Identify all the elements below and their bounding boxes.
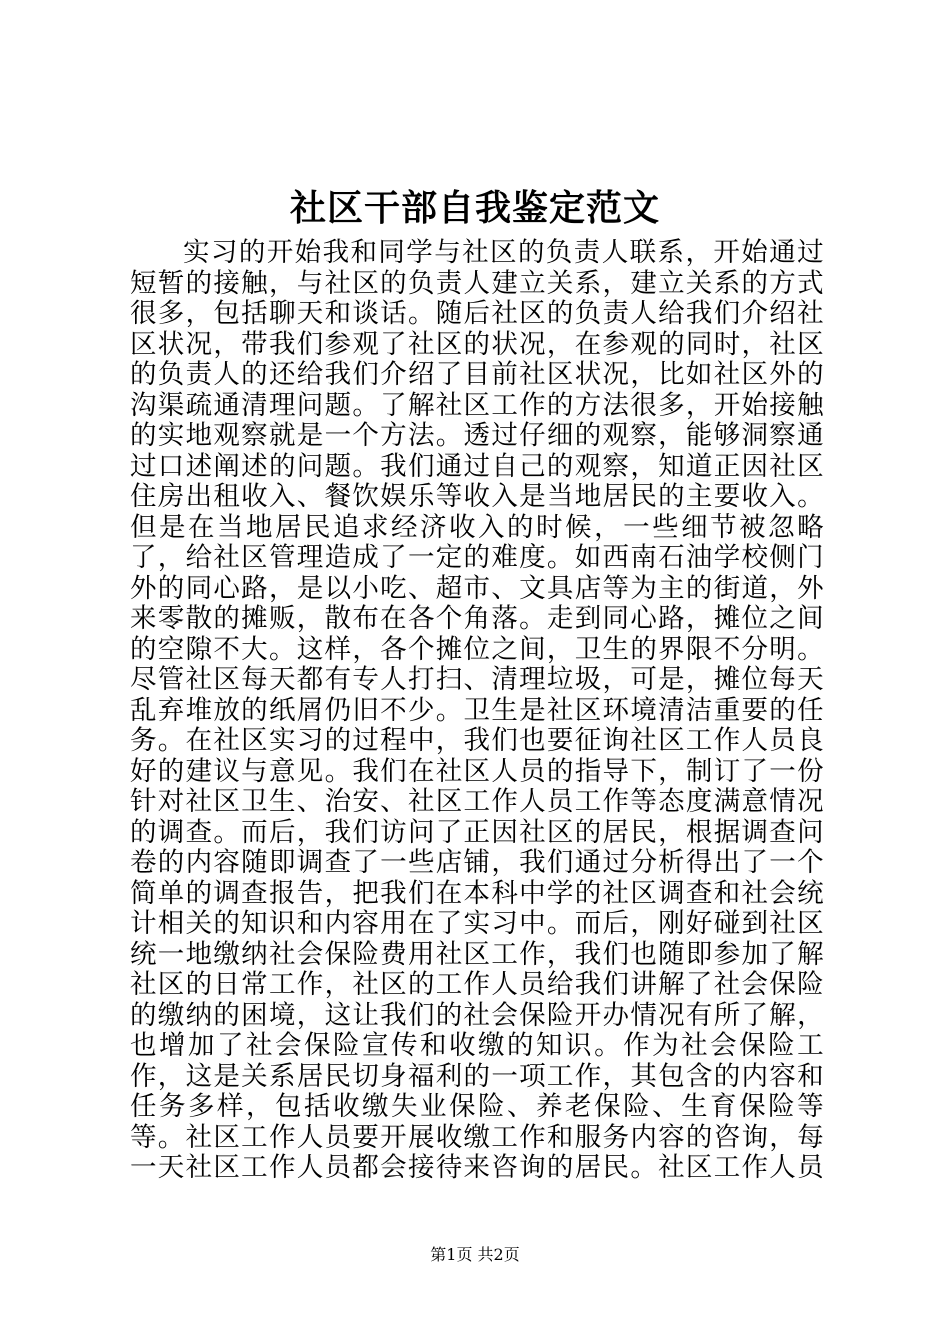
document-body-paragraph: 实习的开始我和同学与社区的负责人联系，开始通过短暂的接触，与社区的负责人建立关系，建立关系的方式很多，包括聊天和谈话。随后社区的负责人给我们介绍社区状况，带我们参观了社区的状况，在参观的同时，社区的负责人的还给我们介绍了目前社区状况，比如社区外的沟渠疏通清理问题。了解社区工作的方法很多，开始接触的实地观察就是一个方法。透过仔细的观察，能够洞察通过口述阐述的问题。我们通过自己的观察，知道正因社区住房出租收入、餐饮娱乐等收入是当地居民的主要收入。但是在当地居民追求经济收入的时候，一些细节被忽略了，给社区管理造成了一定的难度。如西南石油学校侧门外的同心路，是以小吃、超市、文具店等为主的街道，外来零散的摊贩，散布在各个角落。走到同心路，摊位之间的空隙不大。这样，各个摊位之间，卫生的界限不分明。尽管社区每天都有专人打扫、清理垃圾，可是，摊位每天乱弃堆放的纸屑仍旧不少。卫生是社区环境清洁重要的任务。在社区实习的过程中，我们也要征询社区工作人员良好的建议与意见。我们在社区人员的指导下，制订了一份针对社区卫生、治安、社区工作人员工作等态度满意情况的调查。而后，我们访问了正因社区的居民，根据调查问卷的内容随即调查了一些店铺，我们通过分析得出了一个简单的调查报告，把我们在本科中学的社区调查和社会统计相关的知识和内容用在了实习中。而后，刚好碰到社区统一地缴纳社会保险费用社区工作，我们也随即参加了解社区的日常工作，社区的工作人员给我们讲解了社会保险的缴纳的困境，这让我们的社会保险开办情况有所了解，也增加了社会保险宣传和收缴的知识。作为社会保险工作，这是关系居民切身福利的一项工作，其包含的内容和任务多样，包括收缴失业保险、养老保险、生育保险等等。社区工作人员要开展收缴工作和服务内容的咨询，每一天社区工作人员都会接待来咨询的居民。社区工作人员	[130, 238, 824, 1183]
page-number-label: 第1页 共2页	[430, 1245, 520, 1264]
page-footer	[0, 1244, 950, 1266]
document-title: 社区干部自我鉴定范文	[289, 187, 660, 229]
